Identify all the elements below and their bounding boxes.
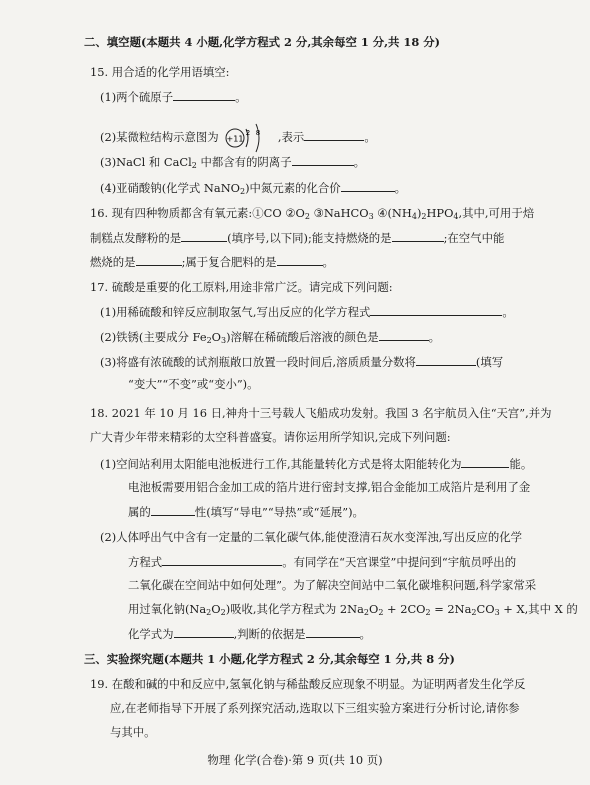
q15-part3: (3)NaCl 和 CaCl$_2$ 中都含有的阴离子 。 bbox=[100, 155, 365, 170]
q18-part1: (1)空间站利用太阳能电池板进行工作,其能量转化方式是将太阳能转化为 能。 bbox=[100, 457, 533, 471]
q19-line2: 应,在老师指导下开展了系列探究活动,选取以下三组实验方案进行分析讨论,请你参 bbox=[110, 701, 520, 715]
q16-line2: 制糕点发酵粉的是 (填序号,以下同);能支持燃烧的是 ;在空气中能 bbox=[90, 231, 505, 245]
answer-blank[interactable] bbox=[379, 329, 429, 341]
answer-blank[interactable] bbox=[151, 504, 195, 516]
q18-part2-line1: (2)人体呼出气中含有一定量的二氧化碳气体,能使澄清石灰水变浑浊,写出反应的化学 bbox=[100, 530, 523, 544]
answer-blank[interactable] bbox=[292, 154, 354, 166]
answer-blank[interactable] bbox=[461, 456, 509, 468]
answer-blank[interactable] bbox=[370, 304, 502, 316]
answer-blank[interactable] bbox=[162, 554, 282, 566]
answer-blank[interactable] bbox=[277, 254, 323, 266]
page-footer: 物理 化学(合卷)·第 9 页(共 10 页) bbox=[207, 753, 383, 767]
answer-blank[interactable] bbox=[174, 626, 234, 638]
answer-blank[interactable] bbox=[392, 230, 444, 242]
answer-blank[interactable] bbox=[304, 129, 364, 141]
q17-part3-cont: “变大”“不变”或“变小”)。 bbox=[128, 377, 259, 391]
answer-blank[interactable] bbox=[416, 354, 476, 366]
q18-part2-line4: 用过氧化钠$(Na_2O_2)$吸收,其化学方程式为 $2Na_2O_2 + 2CO_2 = 2Na_2CO_3 + X$,其中 X 的 bbox=[128, 602, 578, 617]
q17-part1: (1)用稀硫酸和锌反应制取氢气,写出反应的化学方程式 。 bbox=[100, 305, 514, 319]
atom-structure-diagram bbox=[224, 121, 272, 155]
shell1-electrons: 2 bbox=[246, 129, 251, 137]
q18-part2-line2: 方程式 。有同学在“天宫课堂”中提问到“宇航员呼出的 bbox=[128, 555, 517, 569]
q17-part3: (3)将盛有浓硫酸的试剂瓶敞口放置一段时间后,溶质质量分数将 (填写 bbox=[100, 355, 504, 369]
q16-line3: 燃烧的是 ;属于复合肥料的是 。 bbox=[90, 255, 334, 269]
nucleus-charge: +11 bbox=[226, 134, 244, 144]
q18-part1-line3: 属的 性(填写“导电”“导热”或“延展”)。 bbox=[128, 505, 364, 519]
q18-part2-line5: 化学式为 ,判断的依据是 。 bbox=[128, 627, 371, 641]
q17-part2: (2)铁锈(主要成分 $Fe_2O_3$)溶解在稀硫酸后溶液的颜色是 。 bbox=[100, 330, 441, 345]
q15-part1: (1)两个硫原子 。 bbox=[100, 90, 247, 104]
q18-line1: 18. 2021 年 10 月 16 日,神舟十三号载人飞船成功发射。我国 3 名宇航员入住“天宫”,并为 bbox=[90, 406, 552, 420]
answer-blank[interactable] bbox=[341, 180, 395, 192]
answer-blank[interactable] bbox=[173, 89, 235, 101]
section3-heading: 三、实验探究题(本题共 1 小题,化学方程式 2 分,其余每空 1 分,共 8 分) bbox=[84, 652, 455, 666]
answer-blank[interactable] bbox=[181, 230, 227, 242]
shell2-electrons: 8 bbox=[256, 129, 261, 137]
q17-stem: 17. 硫酸是重要的化工原料,用途非常广泛。请完成下列问题: bbox=[90, 280, 393, 294]
q19-line3: 与其中。 bbox=[110, 725, 156, 739]
q18-line2: 广大青少年带来精彩的太空科普盛宴。请你运用所学知识,完成下列问题: bbox=[90, 430, 451, 444]
q15-stem: 15. 用合适的化学用语填空: bbox=[90, 65, 230, 79]
q16-line1: 16. 现有四种物质都含有氧元素:①CO $②O_2$ ③NaHCO$_3$ $④(NH_4)_2HPO_4$,其中,可用于焙 bbox=[90, 206, 535, 221]
section2-heading: 二、填空题(本题共 4 小题,化学方程式 2 分,其余每空 1 分,共 18 分) bbox=[84, 35, 441, 49]
q18-part2-line3: 二氧化碳在空间站中如何处理”。为了解决空间站中二氧化碳堆积问题,科学家常采 bbox=[128, 578, 537, 592]
answer-blank[interactable] bbox=[136, 254, 182, 266]
q15-part2: (2)某微粒结构示意图为 +11 2 8 ,表示 。 bbox=[100, 121, 376, 155]
q19-line1: 19. 在酸和碱的中和反应中,氢氧化钠与稀盐酸反应现象不明显。为证明两者发生化学反 bbox=[90, 677, 526, 691]
q18-part1-line2: 电池板需要用铝合金加工成的箔片进行密封支撑,铝合金能加工成箔片是利用了金 bbox=[128, 480, 531, 494]
answer-blank[interactable] bbox=[306, 626, 360, 638]
q15-part4: (4)亚硝酸钠(化学式 NaNO$_2$)中氮元素的化合价 。 bbox=[100, 181, 407, 196]
